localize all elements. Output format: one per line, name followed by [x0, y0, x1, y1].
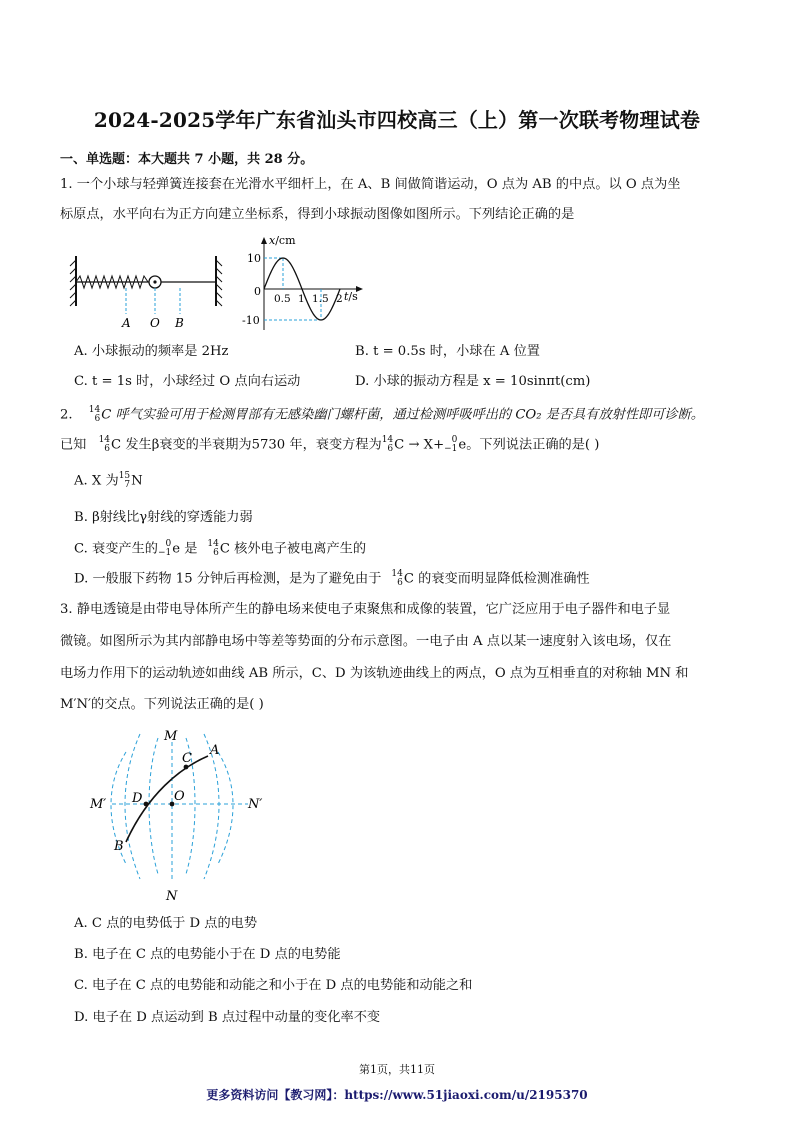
- label-n-prime: N′: [248, 797, 263, 812]
- xtick-1.5: 1.5: [312, 293, 329, 305]
- q1-text-line2: 标原点，水平向右为正方向建立坐标系，得到小球振动图像如图所示。下列结论正确的是: [60, 207, 575, 222]
- q2-option-b[interactable]: B. β射线比γ射线的穿透能力弱: [74, 510, 253, 525]
- label-m: M: [164, 729, 178, 744]
- section-heading: 一、单选题：本大题共 7 小题，共 28 分。: [60, 152, 314, 167]
- q1-spring-figure: [66, 252, 226, 332]
- q1-vibration-graph: [232, 234, 372, 334]
- page-title: 2024-2025学年广东省汕头市四校高三（上）第一次联考物理试卷: [93, 108, 701, 132]
- q2-option-d[interactable]: [74, 570, 590, 589]
- ball-center: [153, 280, 156, 283]
- q2-option-c[interactable]: [74, 540, 366, 559]
- xtick-2: 2: [336, 293, 343, 305]
- q2-option-d-isotope: 14 6: [391, 569, 403, 588]
- label-a: A: [122, 316, 131, 330]
- q3-option-b[interactable]: B. 电子在 C 点的电势能小于在 D 点的电势能: [74, 947, 341, 962]
- q2-option-a-text: A. X 为: [74, 473, 119, 489]
- label-n: N: [166, 889, 178, 902]
- q2-line2-post: C → X+: [394, 437, 445, 453]
- label-b: B: [175, 316, 184, 330]
- q2-line2-pre: 已知: [60, 437, 87, 453]
- q2-isotope-c14: 14 6: [88, 405, 101, 424]
- label-o: O: [174, 789, 185, 804]
- y-axis-label: x/cm: [269, 234, 296, 247]
- label-c: C: [182, 751, 192, 766]
- q3-text-line3: 电场力作用下的运动轨迹如曲线 AB 所示，C、D 为该轨迹曲线上的两点，O 点为互相垂直的对称轴 MN 和: [60, 666, 689, 681]
- q2-line2-end: e。下列说法正确的是( ): [458, 437, 600, 453]
- origin-label: 0: [254, 285, 261, 298]
- q2-electron: 0 −1: [444, 435, 458, 454]
- label-m-prime: M′: [90, 797, 107, 812]
- q2-option-c-post: C 核外电子被电离产生的: [219, 541, 367, 557]
- xtick-1: 1: [298, 293, 305, 305]
- point-d: [144, 802, 149, 807]
- q2-text-line2: [60, 436, 599, 455]
- eq-outer-right: [218, 752, 233, 864]
- q3-text-line1: 3. 静电透镜是由带电导体所产生的静电场来使电子束聚焦和成像的装置，它广泛应用于电子器件和电子显: [60, 602, 671, 617]
- q3-text-line4: M′N′的交点。下列说法正确的是( ): [60, 697, 264, 712]
- q2-isotope-c14-c: 14 6: [381, 435, 394, 454]
- q3-option-a[interactable]: A. C 点的电势低于 D 点的电势: [74, 916, 258, 931]
- q2-option-c-isotope: 14 6: [207, 539, 219, 558]
- q2-option-c-pre: C. 衰变产生的: [74, 541, 158, 557]
- q1-option-a[interactable]: A. 小球振动的频率是 2Hz: [74, 344, 229, 359]
- q2-isotope-c14-b: 14 6: [98, 435, 111, 454]
- q1-option-b[interactable]: B. t = 0.5s 时，小球在 A 位置: [355, 344, 540, 359]
- q3-option-c[interactable]: C. 电子在 C 点的电势能和动能之和小于在 D 点的电势能和动能之和: [74, 978, 473, 993]
- q3-option-d[interactable]: D. 电子在 D 点运动到 B 点过程中动量的变化率不变: [74, 1010, 381, 1025]
- q2-nitrogen-isotope: 15 7: [118, 471, 131, 490]
- q3-text-line2: 微镜。如图所示为其内部静电场中等差等势面的分布示意图。一电子由 A 点以某一速度射入该电场，仅在: [60, 634, 672, 649]
- x-axis-label: t/s: [344, 290, 358, 303]
- label-a: A: [210, 743, 220, 758]
- q1-option-c[interactable]: C. t = 1s 时，小球经过 O 点向右运动: [74, 374, 301, 389]
- q2-number: 2.: [60, 407, 73, 423]
- q2-option-d-pre: D. 一般服下药物 15 分钟后再检测，是为了避免由于: [74, 571, 382, 587]
- q2-nitrogen-symbol: N: [131, 473, 143, 489]
- label-o: O: [150, 316, 160, 330]
- eq-mid-left: [125, 734, 140, 879]
- q1-option-d[interactable]: D. 小球的振动方程是 x = 10sinπt(cm): [355, 374, 591, 389]
- q2-option-c-mid: e 是: [172, 541, 198, 557]
- equipotential-lines: [111, 734, 248, 882]
- q2-line2-mid: C 发生β衰变的半衰期为5730 年，衰变方程为: [111, 437, 382, 453]
- label-b: B: [114, 839, 124, 854]
- xtick-0.5: 0.5: [274, 293, 291, 305]
- q2-line1-text: C 呼气实验可用于检测胃部有无感染幽门螺杆菌，通过检测呼吸呼出的 CO₂ 是否具有放射性即可诊断。: [101, 407, 704, 423]
- ytick-neg10: -10: [242, 314, 260, 327]
- q3-electrostatic-lens-figure: [70, 724, 270, 902]
- page-number: 第1页，共11页: [359, 1063, 435, 1076]
- q2-option-a[interactable]: [74, 472, 143, 491]
- label-d: D: [132, 791, 143, 806]
- q2-option-c-electron: 0 −1: [157, 539, 172, 558]
- source-link[interactable]: 更多资料访问【教习网】：https://www.51jiaoxi.com/u/2195370: [206, 1088, 588, 1102]
- q2-option-d-post: C 的衰变而明显降低检测准确性: [403, 571, 590, 587]
- q1-text-line1: 1. 一个小球与轻弹簧连接套在光滑水平细杆上，在 A、B 间做简谐运动，O 点为 AB 的中点。以 O 点为坐: [60, 177, 681, 192]
- q2-text-line1: [60, 406, 704, 425]
- eq-inner-left: [149, 738, 158, 874]
- y-axis-arrow: [261, 237, 267, 244]
- ytick-10: 10: [247, 252, 261, 265]
